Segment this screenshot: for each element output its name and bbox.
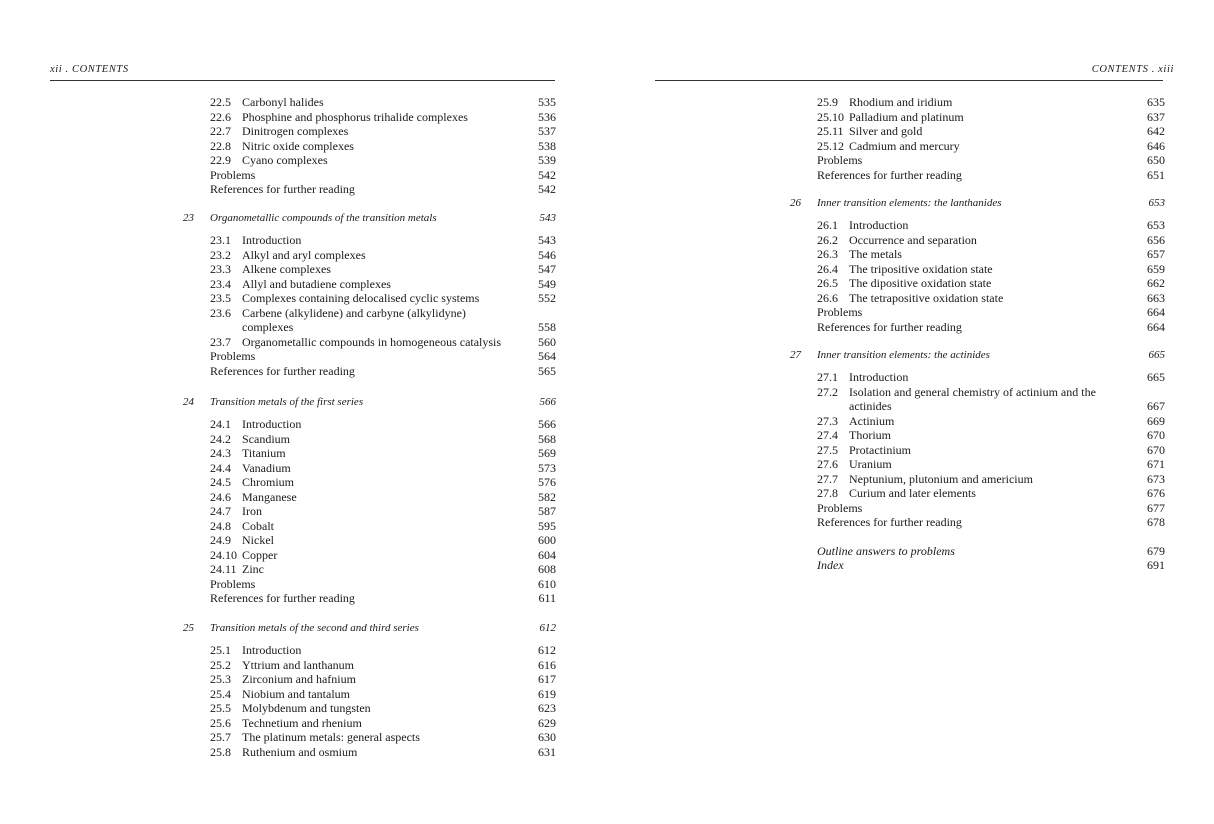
- section-number: 23.1: [210, 233, 231, 247]
- section-title: Carbonyl halides: [242, 95, 324, 109]
- chapter-number: 24: [183, 396, 194, 408]
- page-number: 667: [1147, 399, 1165, 413]
- section-title: Scandium: [242, 431, 290, 446]
- toc-entry-plain[interactable]: [210, 182, 556, 197]
- chapter-number: 23: [183, 212, 194, 224]
- chapter-page: 566: [539, 396, 556, 408]
- page-number: 617: [538, 672, 556, 686]
- chapter-page: 665: [1148, 349, 1165, 361]
- chapter-title: Organometallic compounds of the transition metals: [210, 212, 437, 224]
- page-number: 573: [538, 460, 556, 475]
- section-title: Vanadium: [242, 460, 291, 475]
- section-number: 27.3: [817, 413, 838, 428]
- section-title: Organometallic compounds in homogeneous catalysis: [242, 334, 502, 349]
- toc-entry[interactable]: [817, 385, 1165, 400]
- page-number: 657: [1147, 247, 1165, 261]
- section-title: Silver and gold: [849, 124, 923, 138]
- section-title: The dipositive oxidation state: [849, 276, 992, 290]
- section-number: 24.11: [210, 562, 237, 576]
- section-number: 27.4: [817, 428, 838, 442]
- toc-entry[interactable]: [210, 233, 556, 248]
- page-number: 651: [1147, 167, 1165, 182]
- section-title: Introduction: [242, 417, 302, 431]
- page-number: 676: [1147, 486, 1165, 500]
- section-title: References for further reading: [210, 182, 355, 196]
- page-number: 543: [538, 233, 556, 247]
- section-title: Protactinium: [849, 442, 911, 457]
- section-title: Cadmium and mercury: [849, 138, 960, 153]
- section-number: 25.5: [210, 701, 231, 715]
- section-number: 24.3: [210, 446, 231, 460]
- page-number: 539: [538, 153, 556, 167]
- toc-entry-plain[interactable]: [210, 320, 556, 335]
- toc-entry-plain[interactable]: [210, 577, 556, 592]
- section-title: Isolation and general chemistry of actinium and the: [849, 384, 1096, 399]
- toc-entry[interactable]: [817, 95, 1165, 110]
- page-number: 670: [1147, 428, 1165, 442]
- section-title: Cyano complexes: [242, 153, 328, 167]
- toc-entry[interactable]: [210, 672, 556, 687]
- entry-title: Index: [817, 558, 844, 573]
- page-number: 595: [538, 518, 556, 533]
- section-number: 25.11: [817, 124, 844, 138]
- section-title: Problems: [210, 167, 256, 182]
- page-number: 611: [538, 591, 556, 605]
- section-number: 27.5: [817, 442, 838, 457]
- section-title: References for further reading: [210, 591, 355, 605]
- page-number: 566: [538, 417, 556, 431]
- page-number: 608: [538, 562, 556, 576]
- toc-block: [817, 95, 1165, 182]
- section-title: Nickel: [242, 533, 274, 547]
- page-number: 558: [538, 320, 556, 334]
- toc-entry[interactable]: [210, 533, 556, 548]
- chapter-sections: [210, 233, 556, 378]
- page-number: 582: [538, 489, 556, 504]
- section-title: Alkyl and aryl complexes: [242, 247, 366, 262]
- chapter-number: 26: [790, 197, 801, 209]
- section-title: Problems: [817, 153, 863, 167]
- section-title: complexes: [242, 320, 294, 334]
- section-number: 25.9: [817, 95, 838, 109]
- section-title: Allyl and butadiene complexes: [242, 276, 391, 291]
- toc-entry-plain[interactable]: [817, 305, 1165, 320]
- toc-entry[interactable]: [210, 701, 556, 716]
- section-title: Iron: [242, 504, 262, 518]
- page-number: 537: [538, 124, 556, 138]
- chapter-heading[interactable]: [790, 197, 1165, 211]
- toc-entry[interactable]: [210, 730, 556, 745]
- toc-entry[interactable]: [210, 504, 556, 519]
- running-head-left: xii . CONTENTS: [50, 64, 129, 75]
- section-title: Problems: [817, 500, 863, 515]
- section-title: Thorium: [849, 428, 891, 442]
- section-title: Introduction: [242, 233, 302, 247]
- page-number: 635: [1147, 95, 1165, 109]
- page-number: 542: [538, 167, 556, 182]
- chapter-sections: [210, 417, 556, 606]
- running-head-right: CONTENTS . xiii: [1091, 64, 1174, 75]
- toc-entry[interactable]: [817, 443, 1165, 458]
- page-number: 656: [1147, 232, 1165, 247]
- toc-entry[interactable]: [210, 548, 556, 563]
- toc-entry[interactable]: [210, 461, 556, 476]
- section-number: 25.10: [817, 109, 844, 124]
- toc-entry-plain[interactable]: [817, 153, 1165, 168]
- page-number: 619: [538, 686, 556, 701]
- toc-entry[interactable]: [817, 139, 1165, 154]
- chapter-number: 27: [790, 349, 801, 361]
- section-title: Phosphine and phosphorus trihalide complexes: [242, 109, 468, 124]
- chapter-heading[interactable]: [183, 396, 556, 410]
- chapter-page: 612: [539, 622, 556, 634]
- toc-entry[interactable]: [817, 276, 1165, 291]
- page-number: 549: [538, 276, 556, 291]
- section-number: 23.3: [210, 262, 231, 276]
- outline-answers-entry[interactable]: [817, 544, 1165, 559]
- page-number: 671: [1147, 457, 1165, 471]
- chapter-page: 543: [539, 212, 556, 224]
- toc-entry[interactable]: [210, 658, 556, 673]
- section-title: Rhodium and iridium: [849, 95, 953, 109]
- page-number: 662: [1147, 276, 1165, 290]
- toc-entry[interactable]: [210, 745, 556, 760]
- toc-entry[interactable]: [210, 687, 556, 702]
- toc-entry-plain[interactable]: [210, 591, 556, 606]
- section-number: 27.1: [817, 370, 838, 384]
- page-number: 670: [1147, 442, 1165, 457]
- chapter-sections: [817, 218, 1165, 334]
- section-number: 24.1: [210, 417, 231, 431]
- page-number: 678: [1147, 515, 1165, 529]
- section-number: 26.6: [817, 290, 838, 305]
- toc-entry-plain[interactable]: [817, 320, 1165, 335]
- toc-entry[interactable]: [210, 716, 556, 731]
- section-title: Manganese: [242, 489, 297, 504]
- section-title: Introduction: [849, 370, 909, 384]
- section-title: Zinc: [242, 562, 264, 576]
- section-title: Nitric oxide complexes: [242, 138, 354, 153]
- toc-entry[interactable]: [210, 139, 556, 154]
- section-number: 24.5: [210, 475, 231, 489]
- section-title: The platinum metals: general aspects: [242, 730, 420, 744]
- section-title: Titanium: [242, 446, 286, 460]
- section-number: 22.8: [210, 138, 231, 153]
- toc-entry[interactable]: [817, 370, 1165, 385]
- page-number: 664: [1147, 319, 1165, 334]
- page-number: 637: [1147, 109, 1165, 124]
- page-number: 677: [1147, 500, 1165, 515]
- toc-entry[interactable]: [210, 490, 556, 505]
- page-number: 616: [538, 657, 556, 672]
- page-number: 569: [538, 446, 556, 460]
- toc-entry[interactable]: [210, 446, 556, 461]
- section-title: Problems: [210, 349, 256, 363]
- section-title: Actinium: [849, 413, 895, 428]
- page-number: 576: [538, 475, 556, 489]
- section-title: The tripositive oxidation state: [849, 261, 993, 276]
- section-title: Introduction: [849, 218, 909, 232]
- toc-entry[interactable]: [817, 218, 1165, 233]
- section-number: 25.4: [210, 686, 231, 701]
- page-number: 631: [538, 744, 556, 759]
- section-title: Copper: [242, 547, 278, 562]
- section-number: 26.4: [817, 261, 838, 276]
- page-number: 604: [538, 547, 556, 562]
- toc-entry-plain[interactable]: [817, 515, 1165, 530]
- toc-entry[interactable]: [210, 153, 556, 168]
- toc-entry[interactable]: [210, 95, 556, 110]
- page-number: 546: [538, 247, 556, 262]
- section-number: 24.6: [210, 489, 231, 504]
- section-title: Problems: [210, 576, 256, 591]
- toc-entry-plain[interactable]: [817, 168, 1165, 183]
- section-title: Ruthenium and osmium: [242, 744, 358, 759]
- chapter-title: Transition metals of the first series: [210, 396, 364, 408]
- toc-entry-plain[interactable]: [817, 399, 1165, 414]
- section-title: Occurrence and separation: [849, 232, 977, 247]
- page-number: 642: [1147, 124, 1165, 138]
- page-number: 673: [1147, 471, 1165, 486]
- section-title: Molybdenum and tungsten: [242, 701, 371, 715]
- toc-entry[interactable]: [817, 247, 1165, 262]
- toc-entry[interactable]: [210, 562, 556, 577]
- section-title: actinides: [849, 399, 892, 413]
- page-number: 659: [1147, 261, 1165, 276]
- page-number: 547: [538, 262, 556, 276]
- section-number: 24.7: [210, 504, 231, 518]
- page-number: 612: [538, 643, 556, 657]
- section-title: Problems: [817, 305, 863, 319]
- section-title: Dinitrogen complexes: [242, 124, 349, 138]
- section-number: 24.9: [210, 533, 231, 547]
- toc-entry[interactable]: [817, 291, 1165, 306]
- toc-entry[interactable]: [817, 457, 1165, 472]
- section-number: 23.5: [210, 291, 231, 305]
- entry-title: Outline answers to problems: [817, 544, 955, 558]
- page-number: 669: [1147, 413, 1165, 428]
- page-number: 564: [538, 349, 556, 363]
- section-title: Cobalt: [242, 518, 274, 533]
- section-title: The tetrapositive oxidation state: [849, 290, 1004, 305]
- section-title: Uranium: [849, 457, 892, 471]
- toc-entry[interactable]: [210, 291, 556, 306]
- section-number: 25.6: [210, 715, 231, 730]
- toc-entry-plain[interactable]: [210, 168, 556, 183]
- section-title: Curium and later elements: [849, 486, 976, 500]
- section-title: The metals: [849, 247, 902, 261]
- page-number: 587: [538, 504, 556, 518]
- section-number: 25.3: [210, 672, 231, 686]
- section-number: 22.5: [210, 95, 231, 109]
- section-number: 24.8: [210, 518, 231, 533]
- chapter-page: 653: [1148, 197, 1165, 209]
- right-page: [607, 0, 1214, 824]
- page-number: 650: [1147, 153, 1165, 167]
- toc-entry[interactable]: [210, 124, 556, 139]
- toc-block: [210, 95, 556, 197]
- section-number: 27.7: [817, 471, 838, 486]
- header-rule-right: [655, 80, 1163, 81]
- toc-entry[interactable]: [210, 277, 556, 292]
- section-number: 25.8: [210, 744, 231, 759]
- section-number: 26.3: [817, 247, 838, 261]
- page-number: 536: [538, 109, 556, 124]
- page-number: 542: [538, 182, 556, 196]
- toc-entry[interactable]: [817, 110, 1165, 125]
- chapter-heading[interactable]: [183, 212, 556, 226]
- page-number: 665: [1147, 370, 1165, 384]
- section-title: Chromium: [242, 475, 295, 489]
- section-title: Alkene complexes: [242, 262, 331, 276]
- section-title: Yttrium and lanthanum: [242, 657, 354, 672]
- section-number: 25.1: [210, 643, 231, 657]
- chapter-title: Inner transition elements: the lanthanides: [817, 197, 1002, 209]
- section-title: Zirconium and hafnium: [242, 672, 356, 686]
- toc-entry[interactable]: [210, 417, 556, 432]
- section-title: References for further reading: [817, 319, 962, 334]
- section-title: Neptunium, plutonium and americium: [849, 471, 1033, 486]
- section-number: 22.6: [210, 109, 231, 124]
- page-number: 664: [1147, 305, 1165, 319]
- toc-entry[interactable]: [817, 472, 1165, 487]
- page-number: 568: [538, 431, 556, 446]
- section-number: 26.1: [817, 218, 838, 232]
- toc-entry[interactable]: [210, 335, 556, 350]
- toc-entry[interactable]: [210, 306, 556, 321]
- toc-entry-plain[interactable]: [210, 349, 556, 364]
- section-title: Complexes containing delocalised cyclic systems: [242, 291, 480, 305]
- page-number: 535: [538, 95, 556, 109]
- page-number: 653: [1147, 218, 1165, 232]
- section-number: 24.2: [210, 431, 231, 446]
- section-title: Palladium and platinum: [849, 109, 964, 124]
- toc-entry-plain[interactable]: [210, 364, 556, 379]
- chapter-title: Inner transition elements: the actinides: [817, 349, 990, 361]
- section-title: Carbene (alkylidene) and carbyne (alkylidyne): [242, 305, 466, 320]
- page-number: 560: [538, 334, 556, 349]
- section-number: 23.4: [210, 276, 231, 291]
- section-number: 26.5: [817, 276, 838, 290]
- page-number: 630: [538, 730, 556, 744]
- toc-entry[interactable]: [210, 248, 556, 263]
- toc-entry[interactable]: [817, 486, 1165, 501]
- section-number: 27.6: [817, 457, 838, 471]
- toc-entry[interactable]: [210, 262, 556, 277]
- toc-entry[interactable]: [210, 110, 556, 125]
- toc-entry[interactable]: [817, 233, 1165, 248]
- page-number: 623: [538, 701, 556, 715]
- toc-entry[interactable]: [210, 519, 556, 534]
- chapter-number: 25: [183, 622, 194, 634]
- page-number: 629: [538, 715, 556, 730]
- toc-entry[interactable]: [817, 414, 1165, 429]
- index-entry[interactable]: [817, 558, 1165, 573]
- page-number: 610: [538, 576, 556, 591]
- section-number: 24.10: [210, 547, 237, 562]
- section-number: 22.9: [210, 153, 231, 167]
- section-number: 27.2: [817, 384, 838, 399]
- section-number: 25.2: [210, 657, 231, 672]
- section-title: Niobium and tantalum: [242, 686, 350, 701]
- section-title: References for further reading: [210, 363, 355, 378]
- section-number: 23.6: [210, 305, 231, 320]
- toc-entry[interactable]: [817, 124, 1165, 139]
- section-number: 24.4: [210, 460, 231, 475]
- toc-entry[interactable]: [817, 262, 1165, 277]
- page-number: 565: [538, 363, 556, 378]
- header-rule-left: [50, 80, 555, 81]
- page-number: 552: [538, 291, 556, 305]
- section-number: 23.2: [210, 247, 231, 262]
- chapter-title: Transition metals of the second and third series: [210, 622, 419, 634]
- section-number: 22.7: [210, 124, 231, 138]
- page-number: 691: [1147, 558, 1165, 573]
- chapter-sections: [817, 370, 1165, 530]
- toc-entry[interactable]: [210, 432, 556, 447]
- page-number: 679: [1147, 544, 1165, 558]
- chapter-heading[interactable]: [790, 349, 1165, 363]
- section-title: Introduction: [242, 643, 302, 657]
- section-title: References for further reading: [817, 167, 962, 182]
- section-title: References for further reading: [817, 515, 962, 529]
- chapter-heading[interactable]: [183, 622, 556, 636]
- toc-entry[interactable]: [210, 475, 556, 490]
- page-number: 646: [1147, 138, 1165, 153]
- toc-entry[interactable]: [817, 428, 1165, 443]
- section-number: 25.7: [210, 730, 231, 744]
- page-number: 600: [538, 533, 556, 547]
- section-number: 23.7: [210, 334, 231, 349]
- section-title: Technetium and rhenium: [242, 715, 362, 730]
- section-number: 25.12: [817, 138, 844, 153]
- toc-entry-plain[interactable]: [817, 501, 1165, 516]
- toc-entry[interactable]: [210, 643, 556, 658]
- page-number: 663: [1147, 290, 1165, 305]
- section-number: 27.8: [817, 486, 838, 500]
- chapter-sections: [210, 643, 556, 759]
- page-number: 538: [538, 138, 556, 153]
- section-number: 26.2: [817, 232, 838, 247]
